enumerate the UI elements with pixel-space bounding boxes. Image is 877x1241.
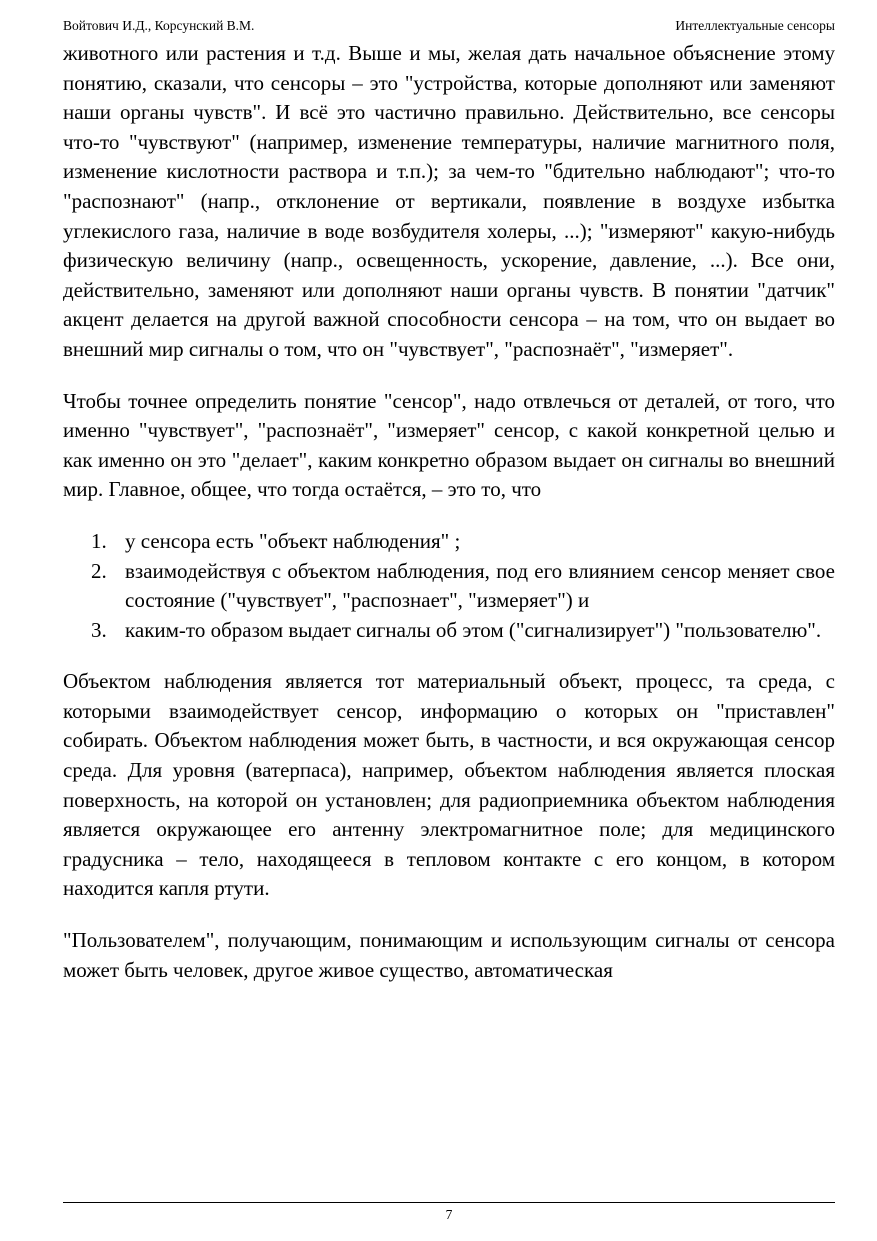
list-item <box>63 527 835 557</box>
list-item-text: у сенсора есть "объект наблюдения" ; <box>125 528 461 553</box>
header-authors: Войтович И.Д., Корсунский В.М. <box>63 18 255 33</box>
body-text <box>63 39 835 985</box>
header-book-title: Интеллектуальные сенсоры <box>675 18 835 33</box>
list-item-number: 3. <box>91 617 107 642</box>
footer-divider <box>63 1202 835 1203</box>
paragraph-1: животного или растения и т.д. Выше и мы, желая дать начальное объяснение этому понятию, сказали, что сенсоры – это "устройства, которые дополняют или заменяют наши органы чувств". И всё это частично правильно. Действительно, все сенсоры что-то "чувствуют" (например, изменение температуры, наличие магнитного поля, изменение кислотности раствора и т.п.); за чем-то "бдительно наблюдают"; что-то "распознают" (напр., отклонение от вертикали, появление в воздухе избытка углекислого газа, наличие в воде возбудителя холеры, ...); "измеряют" какую-нибудь физическую величину (напр., освещенность, ускорение, давление, ...). Все они, действительно, заменяют или дополняют наши органы чувств. В понятии "датчик" акцент делается на другой важной способности сенсора – на том, что он выдает во внешний мир сигналы о том, что он "чувствует", "распознаёт", "измеряет". <box>63 41 835 361</box>
page-number: 7 <box>445 1207 453 1222</box>
running-header <box>63 16 835 36</box>
list-item <box>63 616 835 646</box>
list-item-text: взаимодействуя с объектом наблюдения, под его влиянием сенсор меняет свое состояние ("чувствует", "распознает", "измеряет") и <box>125 558 835 613</box>
numbered-list <box>63 527 835 645</box>
list-item-number: 1. <box>91 528 107 553</box>
paragraph-2: Чтобы точнее определить понятие "сенсор", надо отвлечься от деталей, от того, что именно "чувствует", "распознаёт", "измеряет" сенсор, с какой конкретной целью и как именно он это "делает", каким конкретно образом выдает он сигналы во внешний мир. Главное, общее, что тогда остаётся, – это то, что <box>63 388 835 502</box>
paragraph-3: Объектом наблюдения является тот материальный объект, процесс, та среда, с которыми взаимодействует сенсор, информацию о которых он "приставлен" собирать. Объектом наблюдения может быть, в частности, и вся окружающая сенсор среда. Для уровня (ватерпаса), например, объектом наблюдения является плоская поверхность, на которой он установлен; для радиоприемника объектом наблюдения является окружающее его антенну электромагнитное поле; для медицинского градусника – тело, находящееся в тепловом контакте с его концом, в котором находится капля ртути. <box>63 669 835 901</box>
list-item-number: 2. <box>91 558 107 583</box>
list-item <box>63 557 835 616</box>
paragraph-4: "Пользователем", получающим, понимающим и использующим сигналы от сенсора может быть человек, другое живое существо, автоматическая <box>63 928 835 982</box>
list-item-text: каким-то образом выдает сигналы об этом ("сигнализирует") "пользователю". <box>125 617 822 642</box>
